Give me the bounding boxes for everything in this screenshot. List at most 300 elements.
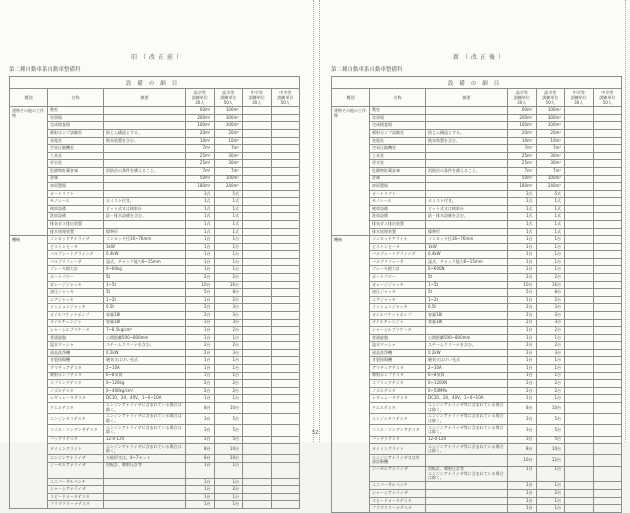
value-hs30-cell: 1台 xyxy=(508,334,537,342)
note-cell xyxy=(104,175,186,183)
value-hs30-cell: 1台 xyxy=(508,236,537,244)
value-ms50-cell xyxy=(271,281,300,289)
unit-grade: 高卒等 xyxy=(515,90,528,95)
value-ms30-cell xyxy=(565,482,594,490)
value-hs50-cell: 1式 xyxy=(536,205,565,213)
table-row xyxy=(332,183,622,191)
kind-cell: 機械 xyxy=(10,236,48,509)
value-ms30-cell xyxy=(243,357,272,365)
note-cell: 0.4kW xyxy=(426,251,508,259)
unit-label: 訓練単位 xyxy=(513,95,530,101)
value-hs30-cell: 3台 xyxy=(186,436,215,444)
note-cell xyxy=(426,327,508,335)
value-ms50-cell xyxy=(271,349,300,357)
col-header-hs50 xyxy=(214,89,243,107)
value-hs50-cell: 2台 xyxy=(536,327,565,335)
value-ms30-cell xyxy=(565,319,594,327)
value-ms50-cell xyxy=(271,221,300,229)
note-cell xyxy=(104,114,186,122)
value-hs50-cell: 1台 xyxy=(214,251,243,259)
value-ms30-cell xyxy=(243,364,272,372)
value-ms30-cell xyxy=(565,243,594,251)
name-cell: 噴射ポンプ試験室 xyxy=(48,130,104,138)
value-hs30-cell: 1台 xyxy=(186,372,215,380)
name-cell: バルブリフェーサ xyxy=(370,258,426,266)
value-hs50-cell: 1台 xyxy=(214,364,243,372)
value-ms50-cell xyxy=(593,114,622,122)
table-row xyxy=(10,183,300,191)
value-ms50-cell xyxy=(271,152,300,160)
value-hs30-cell: 1台 xyxy=(508,490,537,498)
name-cell: 普通旋盤 xyxy=(370,334,426,342)
table-row xyxy=(332,152,622,160)
table-row xyxy=(10,414,300,425)
value-ms30-cell xyxy=(243,198,272,206)
note-cell: 7~8.5kg/cm² xyxy=(104,327,186,335)
value-hs30-cell: 1式 xyxy=(508,221,537,229)
name-cell: 教室 xyxy=(370,107,426,115)
table-row xyxy=(332,175,622,183)
value-ms50-cell xyxy=(593,274,622,282)
note-cell xyxy=(426,145,508,153)
value-hs30-cell: 1式 xyxy=(508,228,537,236)
value-hs50-cell: 100m² xyxy=(214,175,243,183)
table-row xyxy=(332,114,622,122)
name-cell: 噴射ポンプ試験室 xyxy=(370,130,426,138)
unit-count: 30人 xyxy=(252,100,262,106)
table-row xyxy=(332,364,622,372)
page-number: 32 xyxy=(311,430,319,436)
value-hs30-cell: 1式 xyxy=(508,198,537,206)
table-row xyxy=(332,444,622,455)
unit-grade: 高卒等 xyxy=(222,90,235,95)
value-hs30-cell: 1台 xyxy=(508,372,537,380)
name-cell: ミッションジャッキ xyxy=(370,304,426,312)
value-ms30-cell xyxy=(565,167,594,175)
value-ms50-cell xyxy=(271,395,300,403)
value-ms50-cell xyxy=(593,221,622,229)
value-hs50-cell: 1式 xyxy=(214,228,243,236)
value-hs50-cell: 2台 xyxy=(214,296,243,304)
value-ms50-cell xyxy=(271,114,300,122)
note-cell xyxy=(426,122,508,130)
table-row xyxy=(10,311,300,319)
table-row xyxy=(332,251,622,259)
value-ms30-cell xyxy=(243,236,272,244)
value-ms30-cell xyxy=(565,228,594,236)
value-ms50-cell xyxy=(593,258,622,266)
note-cell: 1kW xyxy=(104,243,186,251)
value-ms30-cell xyxy=(243,402,272,413)
value-ms50-cell xyxy=(593,319,622,327)
table-row xyxy=(332,198,622,206)
value-ms50-cell xyxy=(593,137,622,145)
value-hs50-cell: 1台 xyxy=(214,501,243,509)
name-cell: 部品洗浄機 xyxy=(370,349,426,357)
value-ms50-cell xyxy=(271,304,300,312)
name-cell: 温水ワッシャ xyxy=(370,342,426,350)
value-ms30-cell xyxy=(243,387,272,395)
value-ms50-cell xyxy=(593,152,622,160)
note-cell: 磁気又はけい光式 xyxy=(104,357,186,365)
table-row xyxy=(332,505,622,513)
value-ms30-cell xyxy=(243,478,272,486)
value-ms30-cell xyxy=(243,436,272,444)
table-row xyxy=(332,107,622,115)
value-hs50-cell: 12台 xyxy=(536,455,565,466)
value-hs50-cell: 300m² xyxy=(536,114,565,122)
value-hs50-cell: 7m² xyxy=(536,145,565,153)
name-cell: タイミングライト xyxy=(48,444,104,455)
value-hs30-cell: 1台 xyxy=(186,357,215,365)
note-cell: 標準形 xyxy=(426,228,508,236)
table-row xyxy=(332,221,622,229)
table-row xyxy=(332,319,622,327)
value-hs50-cell: 16台 xyxy=(536,281,565,289)
note-cell xyxy=(104,152,186,160)
note-cell xyxy=(104,145,186,153)
note-cell xyxy=(104,221,186,229)
value-hs50-cell: 8台 xyxy=(214,289,243,297)
value-hs30-cell: 7m² xyxy=(508,167,537,175)
value-hs50-cell: 20m² xyxy=(214,130,243,138)
value-hs50-cell: 5台 xyxy=(214,414,243,425)
value-ms50-cell xyxy=(593,198,622,206)
value-ms30-cell xyxy=(243,486,272,494)
value-hs30-cell: 1台 xyxy=(186,251,215,259)
name-cell: レギュレータテスタ xyxy=(48,395,104,403)
value-ms50-cell xyxy=(593,482,622,490)
value-ms30-cell xyxy=(565,122,594,130)
note-cell: 湿式、チャック能力6~15mm xyxy=(104,258,186,266)
value-hs50-cell: 1式 xyxy=(214,198,243,206)
table-row xyxy=(332,311,622,319)
value-hs30-cell: 2台 xyxy=(508,319,537,327)
note-cell: エンジンアナライザに含まれている場合は除く。 xyxy=(104,425,186,436)
value-hs50-cell: 30m² xyxy=(536,160,565,168)
col-header-kind: 種別 xyxy=(10,89,48,107)
table-row xyxy=(332,266,622,274)
value-hs30-cell: 50m² xyxy=(186,175,215,183)
value-hs50-cell: 10台 xyxy=(214,444,243,455)
value-ms30-cell xyxy=(565,402,594,413)
value-hs30-cell: 2台 xyxy=(186,349,215,357)
value-hs50-cell: 1台 xyxy=(214,478,243,486)
value-ms50-cell xyxy=(271,122,300,130)
value-hs30-cell: 2台 xyxy=(186,311,215,319)
note-cell: 磁気又はけい光式 xyxy=(426,357,508,365)
name-cell: シャーシルブリケータ xyxy=(48,327,104,335)
value-hs30-cell: 7m² xyxy=(186,145,215,153)
table-row xyxy=(332,455,622,466)
value-hs50-cell: 5台 xyxy=(536,414,565,425)
note-cell: 容量18l xyxy=(104,311,186,319)
value-ms50-cell xyxy=(593,107,622,115)
value-ms30-cell xyxy=(565,266,594,274)
value-hs30-cell: 1台 xyxy=(508,266,537,274)
value-ms50-cell xyxy=(593,311,622,319)
unit-count: 30人 xyxy=(517,100,527,106)
table-row xyxy=(10,342,300,350)
value-ms30-cell xyxy=(243,122,272,130)
note-cell: 0.5t xyxy=(104,304,186,312)
value-ms30-cell xyxy=(243,425,272,436)
value-ms50-cell xyxy=(593,236,622,244)
name-cell: コンロッドアナライザ xyxy=(48,236,104,244)
value-hs50-cell: 300m² xyxy=(214,114,243,122)
value-ms30-cell xyxy=(243,395,272,403)
value-ms30-cell xyxy=(565,327,594,335)
name-cell: 工具室 xyxy=(370,152,426,160)
value-hs50-cell: 1台 xyxy=(536,497,565,505)
name-cell: ピストンヒータ xyxy=(48,243,104,251)
value-hs30-cell: 10m² xyxy=(508,137,537,145)
unit-count: 50人 xyxy=(545,100,555,106)
note-cell xyxy=(426,490,508,498)
table-row xyxy=(332,122,622,130)
value-hs50-cell: 2台 xyxy=(214,327,243,335)
kind-cell: 建物その他の工作物 xyxy=(332,107,370,236)
unit-grade: 中卒等 xyxy=(572,90,585,95)
value-hs30-cell: 2台 xyxy=(508,311,537,319)
name-cell: タイミングライト xyxy=(370,444,426,455)
table-row xyxy=(332,130,622,138)
value-ms50-cell xyxy=(593,372,622,380)
value-hs30-cell: 8台 xyxy=(186,444,215,455)
value-ms50-cell xyxy=(271,334,300,342)
value-ms30-cell xyxy=(565,311,594,319)
note-cell xyxy=(426,107,508,115)
value-ms30-cell xyxy=(565,490,594,498)
name-cell: 教室 xyxy=(48,107,104,115)
value-ms30-cell xyxy=(243,167,272,175)
value-ms50-cell xyxy=(593,289,622,297)
value-hs50-cell: 1台 xyxy=(536,251,565,259)
right-edge-perforation-line xyxy=(625,0,626,442)
value-hs50-cell: 2台 xyxy=(536,296,565,304)
value-hs50-cell: 1台 xyxy=(214,462,243,478)
equipment-rows-old xyxy=(10,107,300,509)
value-ms50-cell xyxy=(271,167,300,175)
value-hs50-cell: 2台 xyxy=(214,486,243,494)
value-ms50-cell xyxy=(271,296,300,304)
note-cell: 1kW xyxy=(426,243,508,251)
value-hs50-cell: 7m² xyxy=(214,167,243,175)
value-hs30-cell: 3台 xyxy=(508,436,537,444)
table-row xyxy=(10,274,300,282)
value-ms50-cell xyxy=(593,243,622,251)
value-ms50-cell xyxy=(271,387,300,395)
name-cell: コイル・コンデンサテスタ xyxy=(370,425,426,436)
value-ms30-cell xyxy=(243,289,272,297)
note-cell: 0.2kW xyxy=(104,349,186,357)
value-hs30-cell: 2台 xyxy=(508,387,537,395)
value-ms50-cell xyxy=(271,462,300,478)
name-cell: き裂探傷機 xyxy=(48,357,104,365)
note-cell: 6~8気筒 xyxy=(104,372,186,380)
name-cell: 実習場 xyxy=(370,114,426,122)
table-title-row xyxy=(332,77,622,89)
center-perforation-line xyxy=(313,0,314,442)
note-cell: 心間距離500~800mm xyxy=(104,334,186,342)
table-row xyxy=(332,205,622,213)
value-hs30-cell: 25m² xyxy=(186,160,215,168)
value-hs30-cell: 20m² xyxy=(186,130,215,138)
value-ms50-cell xyxy=(593,213,622,221)
value-hs50-cell: 1台 xyxy=(214,258,243,266)
value-hs50-cell: 10台 xyxy=(214,455,243,463)
value-hs30-cell: 2台 xyxy=(508,349,537,357)
table-row xyxy=(332,402,622,413)
table-row xyxy=(10,493,300,501)
value-hs30-cell: 5台 xyxy=(508,289,537,297)
note-cell: 0~600N xyxy=(426,266,508,274)
value-ms30-cell xyxy=(565,183,594,191)
value-hs30-cell: 1台 xyxy=(186,395,215,403)
value-ms50-cell xyxy=(593,281,622,289)
name-cell: モノレール xyxy=(370,198,426,206)
value-ms50-cell xyxy=(593,175,622,183)
page-old xyxy=(9,0,307,507)
name-cell: プラグクリーナテスタ xyxy=(370,505,426,513)
table-row xyxy=(10,425,300,436)
value-hs30-cell: 1台 xyxy=(186,266,215,274)
table-row xyxy=(10,444,300,455)
name-cell: 温水ワッシャ xyxy=(48,342,104,350)
value-ms30-cell xyxy=(565,497,594,505)
name-cell: 車両置場 xyxy=(370,183,426,191)
note-cell: 消防法の条件を備えること。 xyxy=(426,167,508,175)
value-hs30-cell: 1台 xyxy=(508,466,537,482)
table-row xyxy=(10,107,300,115)
value-hs30-cell: 20m² xyxy=(508,130,537,138)
value-hs50-cell: 100m² xyxy=(536,107,565,115)
unit-count: 50人 xyxy=(602,100,612,106)
value-hs50-cell: 2台 xyxy=(214,274,243,282)
value-hs50-cell: 2台 xyxy=(536,490,565,498)
value-ms50-cell xyxy=(593,505,622,513)
value-hs50-cell: 2台 xyxy=(214,387,243,395)
course-title-old: 第二種自動車系自動車整備科 xyxy=(9,67,81,73)
note-cell: エンジンアナライザに含まれている場合は除く。 xyxy=(104,402,186,413)
value-ms50-cell xyxy=(271,289,300,297)
value-hs50-cell: 3台 xyxy=(536,311,565,319)
value-ms30-cell xyxy=(565,152,594,160)
value-ms50-cell xyxy=(271,372,300,380)
value-ms50-cell xyxy=(271,243,300,251)
value-ms50-cell xyxy=(271,205,300,213)
name-cell: き裂探傷機 xyxy=(370,357,426,365)
value-hs50-cell: 1台 xyxy=(536,372,565,380)
unit-label: 訓練単位 xyxy=(542,95,559,101)
name-cell: ポートパワー xyxy=(370,274,426,282)
table-row xyxy=(10,266,300,274)
name-cell: ガレージジャッキ xyxy=(48,281,104,289)
value-hs30-cell: 1台 xyxy=(186,243,215,251)
value-ms30-cell xyxy=(565,289,594,297)
value-ms30-cell xyxy=(243,213,272,221)
note-cell xyxy=(426,190,508,198)
value-hs50-cell: 7m² xyxy=(214,145,243,153)
col-header-hs30 xyxy=(186,89,215,107)
table-row xyxy=(332,342,622,350)
value-ms30-cell xyxy=(243,274,272,282)
value-ms50-cell xyxy=(593,122,622,130)
note-cell: 12-0-12V xyxy=(104,436,186,444)
value-hs50-cell: 30m² xyxy=(214,160,243,168)
value-ms30-cell xyxy=(565,395,594,403)
note-cell xyxy=(104,501,186,509)
table-row xyxy=(10,364,300,372)
note-cell: エンジンアナライザ等に含まれている場合は除く。 xyxy=(426,425,508,436)
value-hs30-cell: 1台 xyxy=(508,395,537,403)
name-cell: ユニバーサルベンチ xyxy=(48,478,104,486)
value-hs30-cell: 25m² xyxy=(186,152,215,160)
note-cell xyxy=(104,183,186,191)
name-cell: オイルバケットポンプ xyxy=(370,311,426,319)
value-hs50-cell: 1台 xyxy=(214,266,243,274)
value-hs50-cell: 1式 xyxy=(214,205,243,213)
name-cell: エンジンタコテスタ xyxy=(370,414,426,425)
name-cell: 噴射ポンプテスタ xyxy=(370,372,426,380)
name-cell: 危険物貯蔵倉庫 xyxy=(370,167,426,175)
name-cell: ポートパワー xyxy=(48,274,104,282)
value-hs50-cell: 100m² xyxy=(214,107,243,115)
note-cell: スチームクリーナを含む。 xyxy=(426,342,508,350)
value-hs50-cell: 1台 xyxy=(536,334,565,342)
value-hs50-cell: 20m² xyxy=(536,130,565,138)
value-hs30-cell: 1式 xyxy=(186,213,215,221)
table-row xyxy=(10,327,300,335)
value-hs30-cell: 1台 xyxy=(186,258,215,266)
table-row xyxy=(10,205,300,213)
note-cell: 消防法の条件を備えること。 xyxy=(104,167,186,175)
value-hs50-cell: 3台 xyxy=(536,319,565,327)
value-ms30-cell xyxy=(243,455,272,463)
table-row xyxy=(10,258,300,266)
value-hs50-cell: 3台 xyxy=(536,304,565,312)
value-hs50-cell: 2台 xyxy=(214,380,243,388)
name-cell: 更衣室 xyxy=(48,160,104,168)
table-title: 設備の細目 xyxy=(332,77,622,89)
value-ms30-cell xyxy=(565,444,594,455)
value-hs30-cell: 8台 xyxy=(186,455,215,463)
name-cell: 実習場 xyxy=(48,114,104,122)
value-ms30-cell xyxy=(243,414,272,425)
value-ms50-cell xyxy=(593,444,622,455)
value-hs50-cell: 10台 xyxy=(214,402,243,413)
note-cell: 2~10A xyxy=(104,364,186,372)
unit-label: 訓練単位 xyxy=(248,95,265,101)
value-hs30-cell: 3台 xyxy=(508,425,537,436)
value-ms30-cell xyxy=(565,274,594,282)
note-cell: ピット式又は検車台 xyxy=(104,205,186,213)
note-cell xyxy=(426,183,508,191)
name-cell: 検車設備 xyxy=(48,205,104,213)
name-cell: ドエルテスタ xyxy=(370,402,426,413)
name-cell: 充電室 xyxy=(48,137,104,145)
value-hs50-cell: 1式 xyxy=(536,228,565,236)
value-hs30-cell: 1台 xyxy=(186,236,215,244)
col-header-hs50 xyxy=(536,89,565,107)
value-ms50-cell xyxy=(271,436,300,444)
table-row xyxy=(10,501,300,509)
value-hs50-cell: 3台 xyxy=(214,319,243,327)
name-cell: オイルチェンジャ xyxy=(48,319,104,327)
value-ms50-cell xyxy=(593,497,622,505)
table-row xyxy=(332,243,622,251)
note-cell: エンジンアナライザに含まれている場合は除く。 xyxy=(104,444,186,455)
